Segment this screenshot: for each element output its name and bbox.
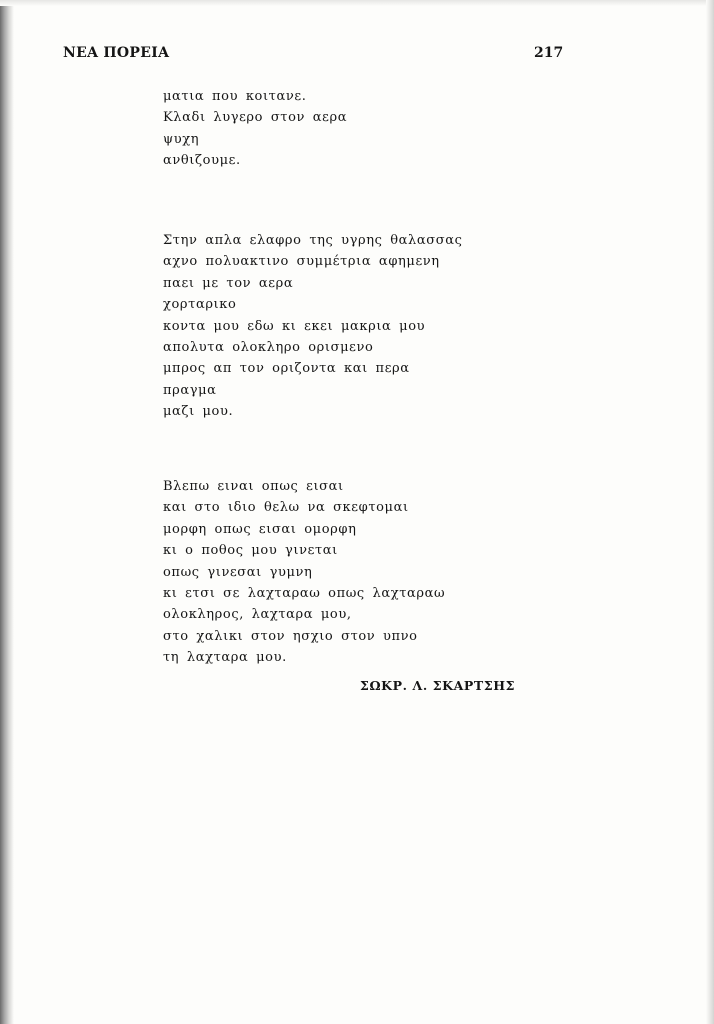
poem-line: ανθιζουμε. [163,153,241,169]
author-signature: ΣΩΚΡ. Λ. ΣΚΑΡΤΣΗΣ [360,678,516,693]
poem-line: ψυχη [163,131,200,147]
poem-line: ματια που κοιτανε. [163,89,307,104]
poem-line: στο χαλικι στον ησχιο στον υπνο [163,628,418,644]
poem-line: μαζι μου. [163,404,234,420]
scan-shadow-left [0,0,14,1024]
poem-line: Στην απλα ελαφρο της υγρης θαλασσας [163,233,463,248]
poem-line: οπως γινεσαι γυμνη [163,564,313,580]
poem-line: πραγμα [163,382,217,398]
poem-line: χορταρικο [163,297,237,313]
poem-line: μπρος απ τον οριζοντα και περα [163,361,410,377]
poem-line: κι ο ποθος μου γινεται [163,543,338,559]
page-number: 217 [534,45,564,61]
poem-stanza-3 [163,476,445,669]
poem-line: ολοκληρος, λαχταρα μου, [163,607,352,623]
poem-line: αχνο πολυακτινο συμμέτρια αφημενη [163,254,440,270]
poem-line: Κλαδι λυγερο στον αερα [163,110,348,126]
scan-shadow-top [0,0,714,6]
poem-stanza-2 [163,230,462,423]
scan-shadow-right [706,0,714,1024]
poem-line: μορφη οπως εισαι ομορφη [163,521,357,537]
poem-line: απολυτα ολοκληρο ορισμενο [163,339,374,355]
poem-line: κι ετσι σε λαχταραω οπως λαχταραω [163,585,446,601]
poem-line: παει με τον αερα [163,275,294,291]
running-header-title: ΝΕΑ ΠΟΡΕΙΑ [63,45,170,61]
poem-line: τη λαχταρα μου. [163,650,287,666]
poem-line: και στο ιδιο θελω να σκεφτομαι [163,500,409,516]
poem-stanza-1 [163,86,347,172]
poem-line: Βλεπω ειναι οπως εισαι [163,479,344,494]
poem-line: κοντα μου εδω κι εκει μακρια μου [163,318,426,334]
